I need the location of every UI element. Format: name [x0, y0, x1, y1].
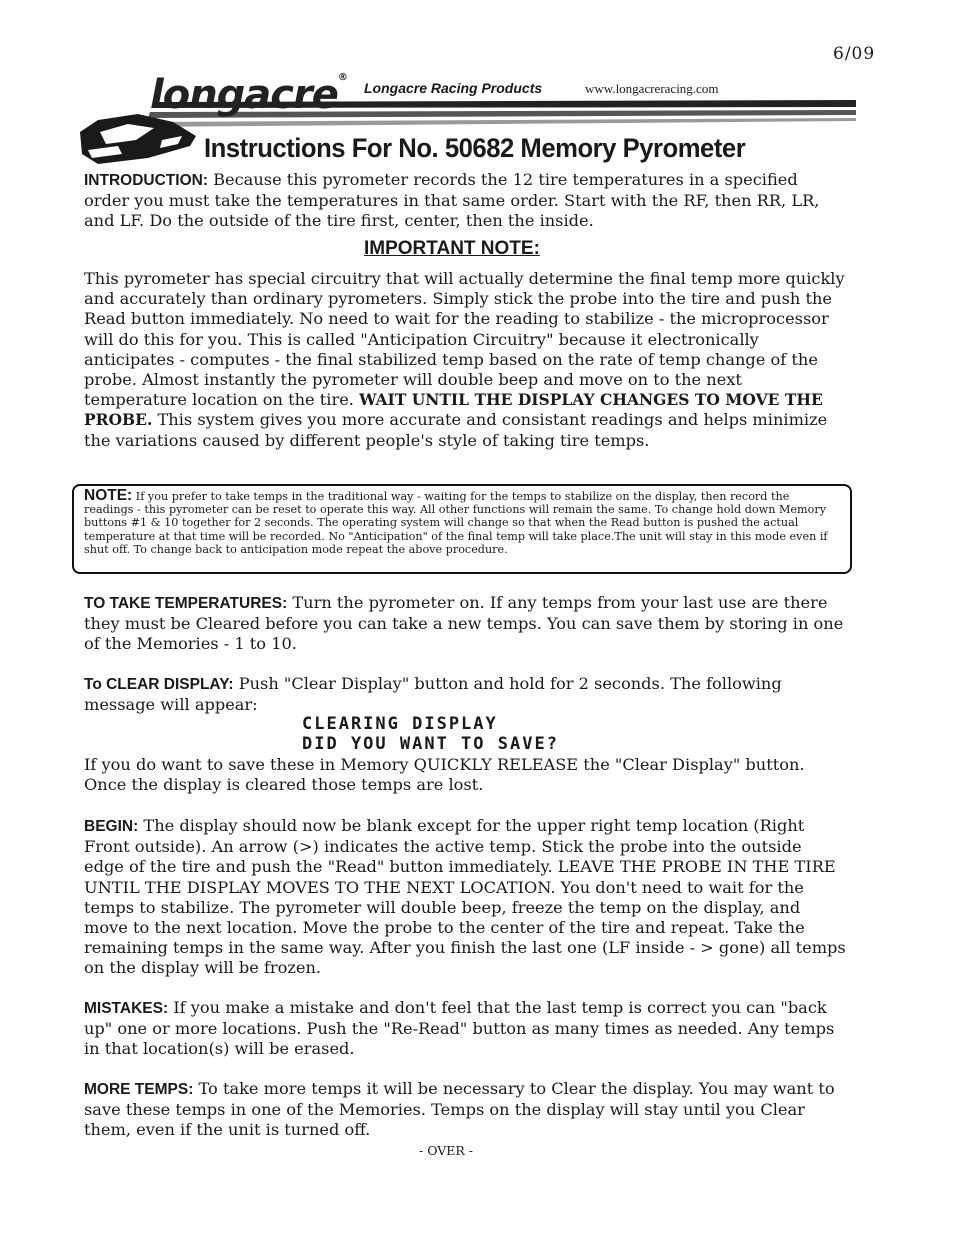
begin-paragraph: BEGIN: The display should now be blank except for the upper right temp location (Right Front outside). An arrow (>) indicates the active temp. Stick the probe into the outside edge of the tire and push the "Read" button immediately. LEAVE THE PROBE IN THE TIRE UNTIL THE DISPLAY MOVES TO THE NEXT LOCATION. You don't need to wait for the temps to stabilize. The pyrometer will double beep, freeze the temp on the display, and move to the next location. Move the probe to the center of the tire and repeat. Take the remaining temps in the same way. After you finish the last one (LF inside - > gone) all temps on the display will be frozen.	[84, 816, 846, 978]
more-temps-label: MORE TEMPS:	[84, 1081, 194, 1098]
page-title: Instructions For No. 50682 Memory Pyrometer	[204, 133, 746, 163]
take-temperatures-paragraph: TO TAKE TEMPERATURES: Turn the pyrometer on. If any temps from your last use are there they must be Cleared before you can take a new temps. You can save them by storing in one of the Memories - 1 to 10.	[84, 593, 844, 654]
mistakes-label: MISTAKES:	[84, 1000, 169, 1017]
more-temps-paragraph: MORE TEMPS: To take more temps it will be necessary to Clear the display. You may want to save these temps in one of the Memories. Temps on the display will stay until you Clear them, even if the unit is turned off.	[84, 1079, 835, 1140]
take-temperatures-label: TO TAKE TEMPERATURES:	[84, 595, 288, 612]
mistakes-paragraph: MISTAKES: If you make a mistake and don't feel that the last temp is correct you can "back up" one or more locations. Push the "Re-Read" button as many times as needed. Any temps in that location(s) will be erased.	[84, 998, 835, 1059]
company-name: Longacre Racing Products	[364, 80, 543, 96]
lcd-message-line1: CLEARING DISPLAY	[302, 714, 498, 734]
website-url: www.longacreracing.com	[585, 81, 719, 96]
clear-display-label: To CLEAR DISPLAY:	[84, 676, 234, 693]
brand-logo: longacre®	[150, 72, 347, 118]
page-footer: - OVER -	[419, 1143, 473, 1158]
important-note-paragraph: This pyrometer has special circuitry that will actually determine the final temp more quickly and accurately than ordinary pyrometers. Simply stick the probe into the tire and push the Read button immediately. No need to wait for the reading to stabilize - the microprocessor will do this for you. This is called "Anticipation Circuitry" because it electronically anticipates - computes - the final stabilized temp based on the rate of temp change of the probe. Almost instantly the pyrometer will double beep and move on to the next temperature location on the tire. WAIT UNTIL THE DISPLAY CHANGES TO MOVE THE PROBE. This system gives you more accurate and consistant readings and helps minimize the variations caused by different people's style of taking tire temps.	[84, 269, 845, 450]
document-date: 6/09	[833, 44, 876, 64]
begin-label: BEGIN:	[84, 818, 139, 835]
important-note-heading: IMPORTANT NOTE:	[364, 238, 540, 259]
introduction-label: INTRODUCTION:	[84, 172, 208, 189]
clear-display-paragraph: To CLEAR DISPLAY: Push "Clear Display" button and hold for 2 seconds. The following message will appear:	[84, 674, 782, 715]
note-label: NOTE:	[84, 487, 133, 504]
race-car-icon	[80, 114, 196, 164]
lcd-message-line2: DID YOU WANT TO SAVE?	[302, 734, 559, 754]
note-text: NOTE: If you prefer to take temps in the traditional way - waiting for the temps to stabilize on the display, then record the readings - this pyrometer can be reset to operate this way. All other functions will remain the same. To change hold down Memory buttons #1 & 10 together for 2 seconds. The operating system will change so that when the Read button is pushed the actual temperature at that time will be recorded. No "Anticipation" of the final temp will take place.The unit will stay in this mode even if shut off. To change back to anticipation mode repeat the above procedure.	[84, 487, 828, 556]
warning-text: WAIT UNTIL THE DISPLAY CHANGES TO MOVE THE PROBE.	[84, 390, 823, 430]
clear-display-after: If you do want to save these in Memory QUICKLY RELEASE the "Clear Display" button. Once the display is cleared those temps are lost.	[84, 755, 805, 795]
introduction-paragraph: INTRODUCTION: Because this pyrometer records the 12 tire temperatures in a specified order you must take the temperatures in that same order. Start with the RF, then RR, LR, and LF. Do the outside of the tire first, center, then the inside.	[84, 170, 820, 231]
